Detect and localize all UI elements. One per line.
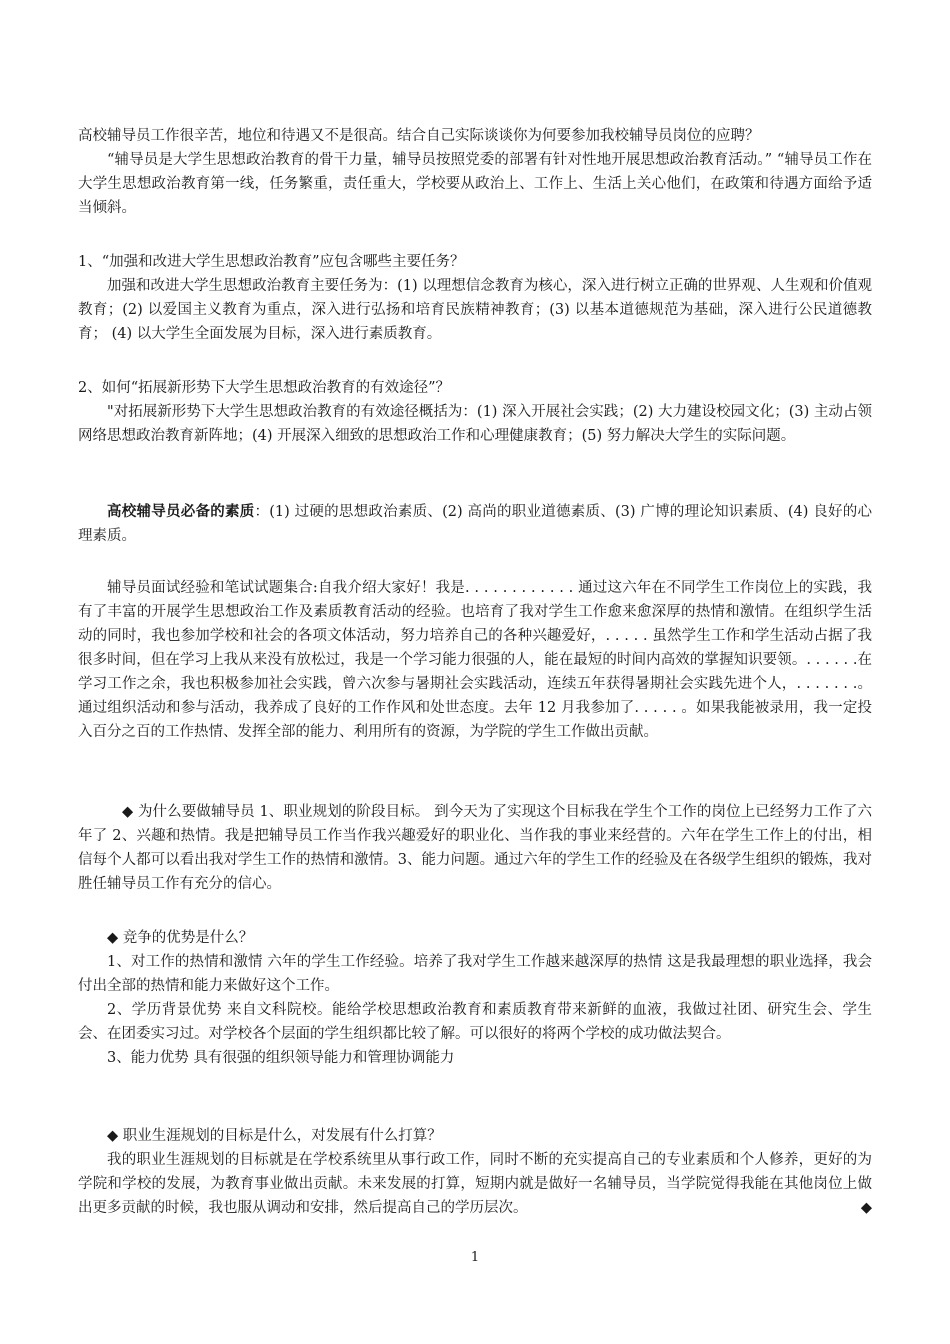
q2-title: 2、如何“拓展新形势下大学生思想政治教育的有效途径”？ [78, 380, 451, 396]
self-intro-paragraph: 辅导员面试经验和笔试试题集合:自我介绍大家好！我是. . . . . . . . . . . . 通过这六年在不同学生工作岗位上的实践，我有了丰富的开展学生思想政治工作及素质教育活动的经验。也培育了我对学生工作愈来愈深厚的热情和激情。在组织学生活动的同时，我也参加学校和社会的各项文体活动，努力培养自己的各种兴趣爱好，. . . . . 虽然学生工作和学生活动占据了我很多时间，但在学习上我从来没有放松过，我是一个学习能力很强的人，能在最短的时间内高效的掌握知识要领。. . . . . .在学习工作之余，我也积极参加社会实践，曾六次参与暑期社会实践活动，连续五年获得暑期社会实践先进个人，. . . . . . .。通过组织活动和参与活动，我养成了良好的工作作风和处世态度。去年 12 月我参加了. . . . . 。如果我能被录用，我一定投入百分之百的工作热情、发挥全部的能力、利用所有的资源，为学院的学生工作做出贡献。 [78, 580, 872, 740]
trailing-bullet: ◆ [860, 1200, 872, 1216]
advantages-title: ◆ 竞争的优势是什么？ [107, 930, 254, 946]
section-advantages [78, 926, 872, 1070]
section-intro-question [78, 124, 872, 220]
quote-paragraph: “辅导员是大学生思想政治教育的骨干力量，辅导员按照党委的部署有针对性地开展思想政治教育活动。” “辅导员工作在大学生思想政治教育第一线，任务繁重，责任重大，学校要从政治上、工作上、生活上关心他们，在政策和待遇方面给予适当倾斜。 [78, 152, 872, 216]
section-q1 [78, 250, 872, 346]
section-self-intro [78, 576, 872, 744]
q1-body: 加强和改进大学生思想政治教育主要任务为：(1) 以理想信念教育为核心，深入进行树立正确的世界观、人生观和价值观教育；(2) 以爱国主义教育为重点，深入进行弘扬和培育民族精神教育；(3) 以基本道德规范为基础，深入进行公民道德教育； (4) 以大学生全面发展为目标，深入进行素质教育。 [78, 278, 872, 342]
qualities-body: ：(1) 过硬的思想政治素质、(2) 高尚的职业道德素质、(3) 广博的理论知识素质、(4) 良好的心理素质。 [78, 504, 873, 544]
page-number: 1 [470, 1250, 480, 1265]
career-body-text: 我的职业生涯规划的目标就是在学校系统里从事行政工作，同时不断的充实提高自己的专业素质和个人修养，更好的为学院和学校的发展，为教育事业做出贡献。未来发展的打算，短期内就是做好一名辅导员，当学院觉得我能在其他岗位上做出更多贡献的时候，我也服从调动和安排，然后提高自己的学历层次。 [78, 1152, 872, 1216]
career-body [78, 1148, 872, 1220]
q1-title: 1、“加强和改进大学生思想政治教育”应包含哪些主要任务？ [78, 254, 465, 270]
advantage-2: 2、学历背景优势 来自文科院校。能给学校思想政治教育和素质教育带来新鲜的血液，我做过社团、研究生会、学生会、在团委实习过。对学校各个层面的学生组织都比较了解。可以很好的将两个学校的成功做法契合。 [78, 1002, 872, 1042]
q2-body: "对拓展新形势下大学生思想政治教育的有效途径概括为：(1) 深入开展社会实践；(2) 大力建设校园文化；(3) 主动占领网络思想政治教育新阵地；(4) 开展深入细致的思想政治工作和心理健康教育；(5) 努力解决大学生的实际问题。 [78, 404, 872, 444]
section-why [78, 800, 872, 896]
why-paragraph: ◆ 为什么要做辅导员 1、职业规划的阶段目标。 到今天为了实现这个目标我在学生个工作的岗位上已经努力工作了六年了 2、兴趣和热情。我是把辅导员工作当作我兴趣爱好的职业化、当作我的事业来经营的。六年在学生工作上的付出，相信每个人都可以看出我对学生工作的热情和激情。3、能力问题。通过六年的学生工作的经验及在各级学生组织的锻炼，我对胜任辅导员工作有充分的信心。 [78, 804, 872, 892]
advantage-1: 1、对工作的热情和激情 六年的学生工作经验。培养了我对学生工作越来越深厚的热情 这是我最理想的职业选择，我会付出全部的热情和能力来做好这个工作。 [78, 954, 872, 994]
qualities-label: 高校辅导员必备的素质 [107, 503, 255, 520]
section-q2 [78, 376, 872, 448]
section-career [78, 1124, 872, 1220]
section-qualities [78, 500, 872, 548]
advantage-3: 3、能力优势 具有很强的组织领导能力和管理协调能力 [107, 1050, 455, 1066]
career-title: ◆ 职业生涯规划的目标是什么，对发展有什么打算？ [107, 1128, 442, 1144]
question-paragraph: 高校辅导员工作很辛苦，地位和待遇又不是很高。结合自己实际谈谈你为何要参加我校辅导员岗位的应聘？ [78, 128, 760, 144]
